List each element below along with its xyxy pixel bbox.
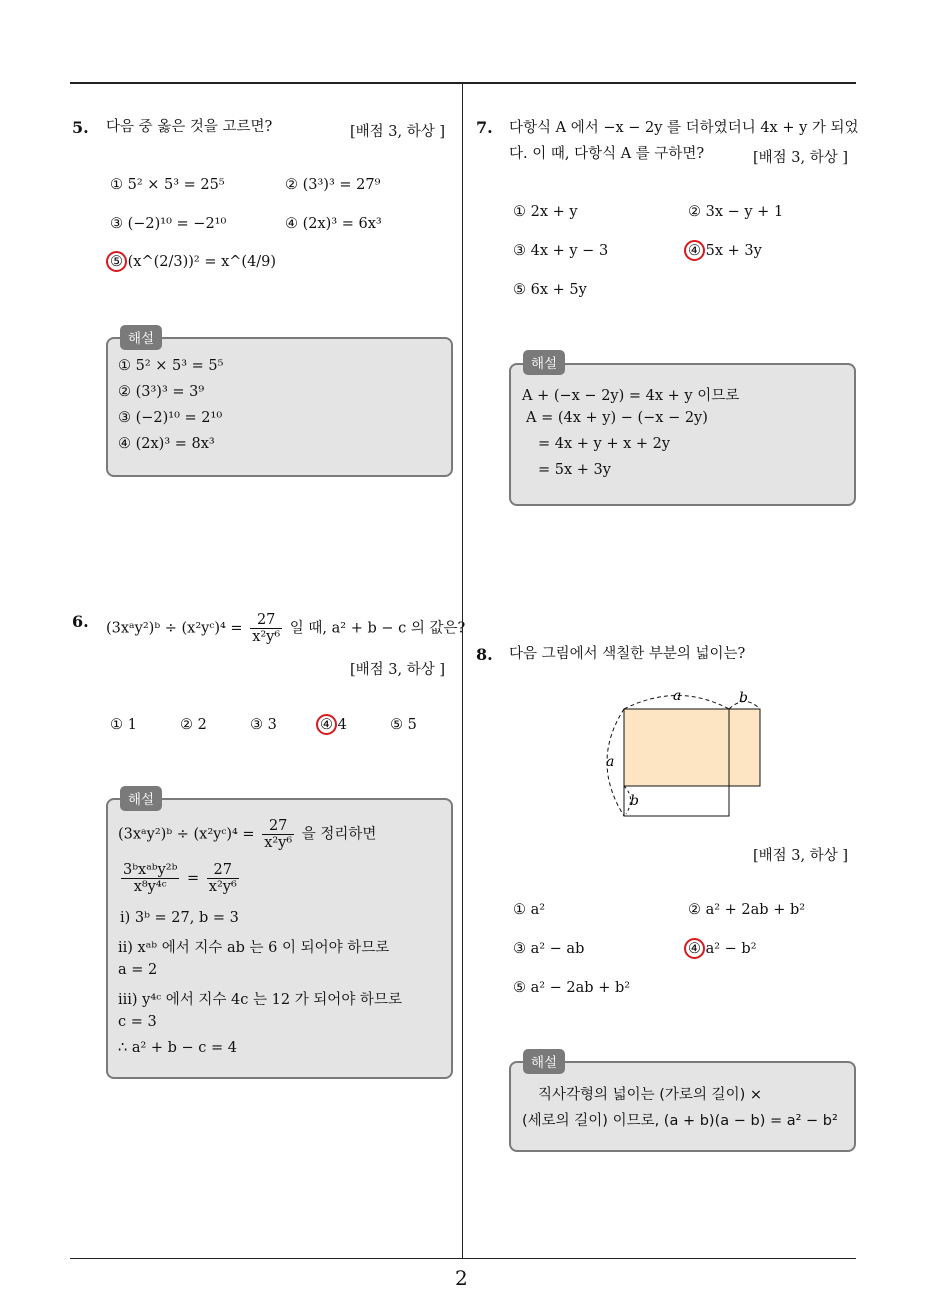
q6-explain-line-7: c = 3 — [118, 1014, 157, 1030]
q5-explain-line-4: ④ (2x)³ = 8x³ — [118, 436, 215, 452]
q6-explain-line-2 — [118, 862, 242, 895]
q6-explain-rhs-num: 27 — [207, 862, 239, 879]
q6-explain-tail: 을 정리하면 — [301, 826, 377, 843]
q7-explain-line-1: A + (−x − 2y) = 4x + y 이므로 — [522, 388, 740, 404]
q5-answer-mark — [106, 251, 127, 272]
q8-label-left-a: a — [606, 754, 615, 770]
q7-choice-4[interactable]: ④ 5x + 3y — [688, 243, 762, 259]
q7-choice-1[interactable]: ① 2x + y — [513, 204, 578, 220]
q8-shaded-region — [624, 709, 760, 786]
q6-explain-equals: = — [187, 870, 200, 887]
q6-explain-line-3: ⅰ) 3ᵇ = 27, b = 3 — [120, 910, 239, 926]
q6-explain-fraction — [262, 818, 294, 851]
q6-question-tail: 일 때, a² + b − c 의 값은? — [289, 620, 466, 637]
q8-lower-square-part — [624, 786, 729, 816]
question-6-score: [배점 3, 하상 ] — [350, 662, 446, 678]
question-5-score: [배점 3, 하상 ] — [350, 124, 446, 140]
q8-choice-1[interactable]: ① a² — [513, 902, 546, 918]
q6-explain-rhs-den: x²y⁶ — [208, 879, 237, 895]
question-7-score: [배점 3, 하상 ] — [753, 150, 849, 166]
q5-explain-line-3: ③ (−2)¹⁰ = 2¹⁰ — [118, 410, 223, 426]
q8-explain-line-2: (세로의 길이) 이므로, (a + b)(a − b) = a² − b² — [522, 1113, 838, 1129]
q6-explain-lhs-fraction — [121, 862, 179, 895]
q8-answer-mark — [684, 938, 705, 959]
question-5-text: 다음 중 옳은 것을 고르면? — [106, 119, 273, 135]
q8-label-inner-b: b — [630, 793, 639, 809]
q7-explanation-tag: 해설 — [523, 350, 565, 375]
question-8-text: 다음 그림에서 색칠한 부분의 넓이는? — [509, 646, 746, 662]
q6-explain-line-8: ∴ a² + b − c = 4 — [118, 1040, 238, 1056]
q8-label-top-b: b — [739, 690, 748, 706]
q6-choice-1[interactable]: ① 1 — [110, 717, 137, 733]
q7-explain-line-4: = 5x + 3y — [538, 462, 611, 478]
q5-explain-line-2: ② (3³)³ = 3⁹ — [118, 384, 205, 400]
q6-explain-line-5: a = 2 — [118, 962, 158, 978]
q5-choice-3[interactable]: ③ (−2)¹⁰ = −2¹⁰ — [110, 216, 227, 232]
q5-explain-line-1: ① 5² × 5³ = 5⁵ — [118, 358, 224, 374]
q7-explain-line-3: = 4x + y + x + 2y — [538, 436, 671, 452]
q8-choice-5[interactable]: ⑤ a² − 2ab + b² — [513, 980, 631, 996]
bottom-rule — [70, 1258, 856, 1259]
q6-fraction-num: 27 — [250, 612, 282, 629]
q5-explanation-tag: 해설 — [120, 325, 162, 350]
q6-explain-lhs-den: x⁸y⁴ᶜ — [133, 879, 167, 895]
top-rule — [70, 82, 856, 84]
q7-choice-5[interactable]: ⑤ 6x + 5y — [513, 282, 587, 298]
q6-expression: (3xᵃy²)ᵇ ÷ (x²yᶜ)⁴ = — [106, 620, 243, 637]
q7-answer-mark — [684, 240, 705, 261]
q6-choice-5[interactable]: ⑤ 5 — [390, 717, 417, 733]
q8-choice-2[interactable]: ② a² + 2ab + b² — [688, 902, 806, 918]
q6-explanation-tag: 해설 — [120, 786, 162, 811]
q6-explain-line-4: ⅱ) xᵃᵇ 에서 지수 ab 는 6 이 되어야 하므로 — [118, 940, 390, 956]
q6-choice-2[interactable]: ② 2 — [180, 717, 207, 733]
question-7-number: 7. — [476, 118, 493, 137]
q6-fraction-den: x²y⁶ — [252, 629, 281, 645]
q5-choice-2[interactable]: ② (3³)³ = 27⁹ — [285, 177, 381, 193]
q6-explain-fraction-num: 27 — [262, 818, 294, 835]
q8-explanation-tag: 해설 — [523, 1049, 565, 1074]
q7-explain-line-2: A = (4x + y) − (−x − 2y) — [526, 410, 708, 426]
q6-explain-line-6: ⅲ) y⁴ᶜ 에서 지수 4c 는 12 가 되어야 하므로 — [118, 992, 402, 1008]
q6-explain-fraction-den: x²y⁶ — [264, 835, 293, 851]
q8-choice-4[interactable]: ④ a² − b² — [688, 941, 757, 957]
q6-explain-rhs-fraction — [207, 862, 239, 895]
q5-choice-4[interactable]: ④ (2x)³ = 6x³ — [285, 216, 382, 232]
q6-explain-expression: (3xᵃy²)ᵇ ÷ (x²yᶜ)⁴ = — [118, 826, 255, 843]
q8-figure — [598, 684, 768, 820]
q8-label-top-a: a — [673, 688, 682, 704]
question-6-text — [106, 612, 465, 645]
q6-choice-3[interactable]: ③ 3 — [250, 717, 277, 733]
q8-choice-3[interactable]: ③ a² − ab — [513, 941, 585, 957]
page-number: 2 — [455, 1266, 468, 1290]
q8-explanation-box — [509, 1061, 856, 1152]
q5-choice-1[interactable]: ① 5² × 5³ = 25⁵ — [110, 177, 225, 193]
question-6-number: 6. — [72, 612, 89, 631]
q6-explain-line-1 — [118, 818, 376, 851]
question-8-score: [배점 3, 하상 ] — [753, 848, 849, 864]
question-7-text-line1: 다항식 A 에서 −x − 2y 를 더하였더니 4x + y 가 되었 — [509, 120, 859, 136]
q7-choice-3[interactable]: ③ 4x + y − 3 — [513, 243, 609, 259]
column-divider — [462, 84, 463, 1259]
q7-choice-2[interactable]: ② 3x − y + 1 — [688, 204, 784, 220]
q8-explain-line-1: 직사각형의 넓이는 (가로의 길이) × — [538, 1087, 762, 1103]
q6-choice-4[interactable]: ④ 4 — [320, 717, 347, 733]
q5-choice-5[interactable]: ⑤ (x^(2/3))² = x^(4/9) — [110, 254, 277, 270]
question-7-text-line2: 다. 이 때, 다항식 A 를 구하면? — [509, 146, 705, 162]
q6-explain-lhs-num: 3ᵇxᵃᵇy²ᵇ — [123, 862, 178, 878]
question-5-number: 5. — [72, 118, 89, 137]
q6-answer-mark — [316, 714, 337, 735]
q6-fraction — [250, 612, 282, 645]
question-8-number: 8. — [476, 645, 493, 664]
